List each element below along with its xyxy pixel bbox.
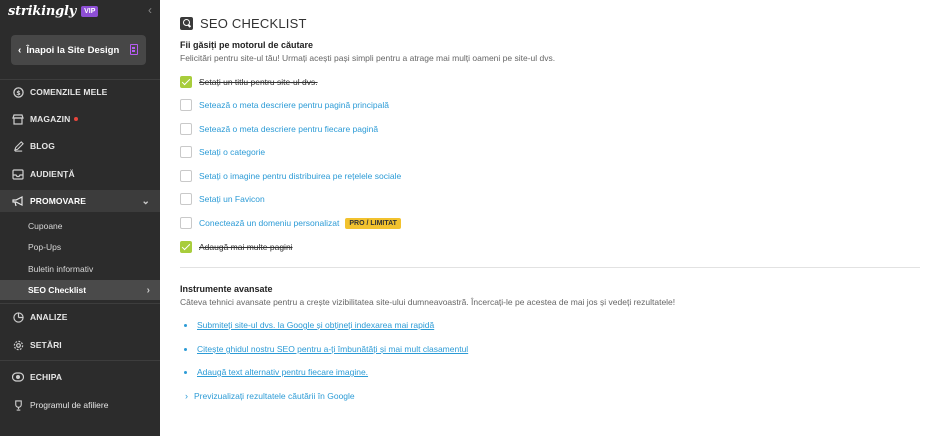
seo-checklist-label: SEO Checklist — [28, 285, 87, 295]
checkbox[interactable] — [180, 123, 192, 135]
checklist-item[interactable] — [180, 169, 401, 183]
pie-chart-icon — [12, 311, 24, 323]
checklist-item[interactable] — [180, 240, 293, 254]
nav-analytics[interactable] — [0, 306, 160, 328]
design-icon — [130, 44, 138, 55]
checklist-item[interactable] — [180, 192, 265, 206]
store-icon — [12, 113, 24, 125]
vip-badge: VIP — [81, 6, 98, 17]
checkbox[interactable] — [180, 76, 192, 88]
back-to-site-design-button[interactable] — [11, 35, 146, 65]
nav-settings-label: SETĂRI — [30, 340, 62, 350]
main-content — [160, 0, 932, 436]
list-item — [184, 367, 368, 377]
nav-audience[interactable] — [0, 163, 160, 185]
sidebar — [0, 0, 160, 436]
nav-audience-label: AUDIENȚĂ — [30, 169, 75, 179]
svg-text:$: $ — [15, 88, 21, 97]
checklist-item-label[interactable]: Conectează un domeniu personalizat — [199, 218, 340, 228]
nav-promote[interactable] — [0, 190, 160, 212]
nav-orders[interactable] — [0, 81, 160, 103]
bullet — [184, 371, 187, 374]
submit-to-google-link[interactable]: Submiteți site-ul dvs. la Google și obțineți indexarea mai rapidă — [197, 320, 435, 330]
nav-store[interactable] — [0, 108, 160, 130]
nav-store-label: MAGAZIN — [30, 114, 71, 124]
list-item — [184, 344, 468, 354]
checklist-item-label[interactable]: Setați o categorie — [199, 147, 266, 157]
back-button-label: Înapoi la Site Design — [26, 44, 120, 56]
bullet — [184, 324, 187, 327]
nav-affiliate[interactable] — [0, 394, 160, 416]
page-header — [180, 16, 307, 31]
nav-orders-label: COMENZILE MELE — [30, 87, 108, 97]
seo-guide-link[interactable]: Citește ghidul nostru SEO pentru a-ți îmbunătăți și mai mult clasamentul — [197, 344, 469, 354]
sub-item-coupons[interactable]: Cupoane — [28, 221, 63, 231]
checkbox[interactable] — [180, 99, 192, 111]
sub-item-seo-checklist[interactable] — [0, 280, 160, 300]
checklist-item[interactable] — [180, 216, 401, 230]
checklist-item[interactable] — [180, 98, 389, 112]
checkbox[interactable] — [180, 170, 192, 182]
checkbox[interactable] — [180, 241, 192, 253]
nav-analytics-label: ANALIZE — [30, 312, 68, 322]
brand-logo[interactable]: strikingly — [8, 3, 77, 19]
gear-icon — [12, 339, 24, 351]
nav-team[interactable] — [0, 366, 160, 388]
chevron-down-icon: ⌄ — [141, 195, 150, 207]
checklist-item-label[interactable]: Setează o meta descriere pentru pagină principală — [199, 100, 389, 110]
section-heading: Fii găsiți pe motorul de căutare — [180, 40, 314, 50]
nav-promote-label: PROMOVARE — [30, 196, 86, 206]
notification-dot — [74, 117, 78, 121]
section-description: Felicitări pentru site-ul tău! Urmați acești pași simpli pentru a atrage mai mulți oameni pe site-ul dvs. — [180, 53, 556, 63]
divider — [0, 303, 160, 304]
list-item — [184, 320, 434, 330]
checklist-item-label[interactable]: Setați o imagine pentru distribuirea pe rețelele sociale — [199, 171, 402, 181]
nav-settings[interactable] — [0, 334, 160, 356]
google-preview-link[interactable]: Previzualizați rezultatele căutării în Google — [194, 391, 355, 401]
alt-text-link[interactable]: Adaugă text alternativ pentru fiecare imagine. — [197, 367, 369, 377]
search-icon — [180, 17, 193, 30]
checkbox[interactable] — [180, 146, 192, 158]
chevron-right-icon: › — [146, 284, 150, 296]
section-description: Câteva tehnici avansate pentru a crește vizibilitatea site-ului dumneavoastră. Încercați-le pe acestea de mai jos și vedeți rezultatele! — [180, 297, 676, 307]
checklist-item-label[interactable]: Setați un titlu pentru site-ul dvs. — [199, 77, 318, 87]
checklist-item-label[interactable]: Setați un Favicon — [199, 194, 265, 204]
divider — [180, 267, 920, 268]
chevron-right-icon: › — [185, 391, 188, 401]
trophy-icon — [12, 399, 24, 411]
checkbox[interactable] — [180, 193, 192, 205]
nav-team-label: ECHIPA — [30, 372, 63, 382]
inbox-icon — [12, 168, 24, 180]
nav-blog-label: BLOG — [30, 141, 55, 151]
divider — [0, 360, 160, 361]
team-icon — [12, 371, 24, 383]
pro-limited-badge: PRO / LIMITAT — [345, 218, 401, 229]
sub-item-popups[interactable]: Pop-Ups — [28, 242, 62, 252]
sub-item-newsletter[interactable]: Buletin informativ — [28, 264, 94, 274]
divider — [0, 79, 160, 80]
nav-affiliate-label: Programul de afiliere — [30, 400, 109, 410]
page-title: SEO CHECKLIST — [200, 16, 307, 31]
checklist-item[interactable] — [180, 145, 265, 159]
preview-toggle[interactable] — [184, 391, 355, 401]
nav-blog[interactable] — [0, 135, 160, 157]
brand[interactable] — [8, 4, 98, 18]
checkbox[interactable] — [180, 217, 192, 229]
bullet — [184, 348, 187, 351]
checklist-item[interactable] — [180, 122, 378, 136]
checklist-item-label[interactable]: Adaugă mai multe pagini — [199, 242, 293, 252]
dollar-icon — [12, 86, 24, 98]
megaphone-icon — [12, 195, 24, 207]
checklist-item[interactable] — [180, 75, 318, 89]
collapse-sidebar-icon[interactable]: ‹ — [148, 3, 152, 17]
chevron-left-icon: ‹ — [18, 44, 22, 56]
checklist-item-label[interactable]: Setează o meta descriere pentru fiecare pagină — [199, 124, 379, 134]
pen-icon — [12, 140, 24, 152]
section-heading: Instrumente avansate — [180, 284, 273, 294]
